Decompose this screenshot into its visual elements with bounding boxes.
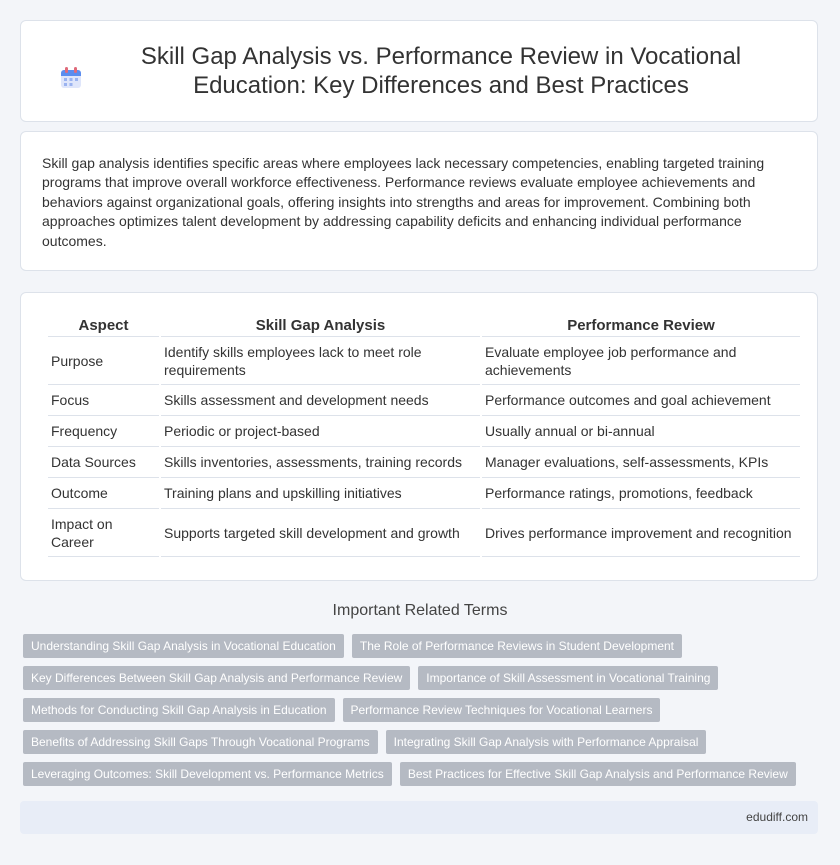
column-header: Aspect [48,313,159,337]
related-term-tag[interactable]: Benefits of Addressing Skill Gaps Through Vocational Programs [23,730,378,754]
tag-row [23,666,823,690]
table-cell: Drives performance improvement and recognition [482,509,800,557]
column-header: Performance Review [482,313,800,337]
tag-row [23,698,823,722]
table-cell: Data Sources [48,447,159,478]
table-cell: Skills assessment and development needs [161,385,480,416]
table-header-row [48,313,800,337]
table-cell: Supports targeted skill development and growth [161,509,480,557]
calendar-icon [59,66,83,90]
related-term-tag[interactable]: Integrating Skill Gap Analysis with Performance Appraisal [386,730,707,754]
table-cell: Purpose [48,337,159,385]
related-term-tag[interactable]: Importance of Skill Assessment in Vocational Training [418,666,718,690]
related-term-tag[interactable]: The Role of Performance Reviews in Student Development [352,634,682,658]
table-cell: Usually annual or bi-annual [482,416,800,447]
tag-row [23,634,823,658]
table-cell: Periodic or project-based [161,416,480,447]
comparison-table [46,313,802,557]
related-term-tag[interactable]: Key Differences Between Skill Gap Analysis and Performance Review [23,666,410,690]
table-row [48,447,800,478]
related-term-tag[interactable]: Best Practices for Effective Skill Gap Analysis and Performance Review [400,762,796,786]
table-cell: Performance outcomes and goal achievement [482,385,800,416]
related-term-tag[interactable]: Methods for Conducting Skill Gap Analysis in Education [23,698,335,722]
comparison-card [20,292,818,581]
related-terms-list [23,634,823,794]
footer [20,801,818,834]
intro-paragraph: Skill gap analysis identifies specific areas where employees lack necessary competencies, enabling targeted training programs that improve overall workforce effectiveness. Performance reviews evaluate employee achievements and behaviors against organizational goals, offering insights into strengths and areas for improvement. Combining both approaches optimizes talent development by addressing capability deficits and enhancing individual performance outcomes. [42,155,765,249]
related-term-tag[interactable]: Understanding Skill Gap Analysis in Vocational Education [23,634,344,658]
table-row [48,416,800,447]
table-row [48,509,800,557]
tag-row [23,762,823,786]
table-cell: Identify skills employees lack to meet role requirements [161,337,480,385]
table-cell: Training plans and upskilling initiatives [161,478,480,509]
related-terms-heading: Important Related Terms [332,602,508,619]
table-cell: Impact on Career [48,509,159,557]
table-row [48,478,800,509]
page-title: Skill Gap Analysis vs. Performance Review in Vocational Education: Key Differences and Best Practices [140,43,742,99]
table-cell: Performance ratings, promotions, feedback [482,478,800,509]
related-term-tag[interactable]: Performance Review Techniques for Vocational Learners [343,698,661,722]
table-cell: Focus [48,385,159,416]
table-cell: Skills inventories, assessments, training records [161,447,480,478]
table-cell: Manager evaluations, self-assessments, KPIs [482,447,800,478]
table-cell: Outcome [48,478,159,509]
title-card [20,20,818,122]
table-row [48,337,800,385]
intro-card [20,131,818,271]
column-header: Skill Gap Analysis [161,313,480,337]
title-wrap [59,42,779,100]
table-row [48,385,800,416]
table-cell: Frequency [48,416,159,447]
tag-row [23,730,823,754]
table-cell: Evaluate employee job performance and achievements [482,337,800,385]
related-term-tag[interactable]: Leveraging Outcomes: Skill Development vs. Performance Metrics [23,762,392,786]
footer-brand[interactable]: edudiff.com [746,810,808,824]
